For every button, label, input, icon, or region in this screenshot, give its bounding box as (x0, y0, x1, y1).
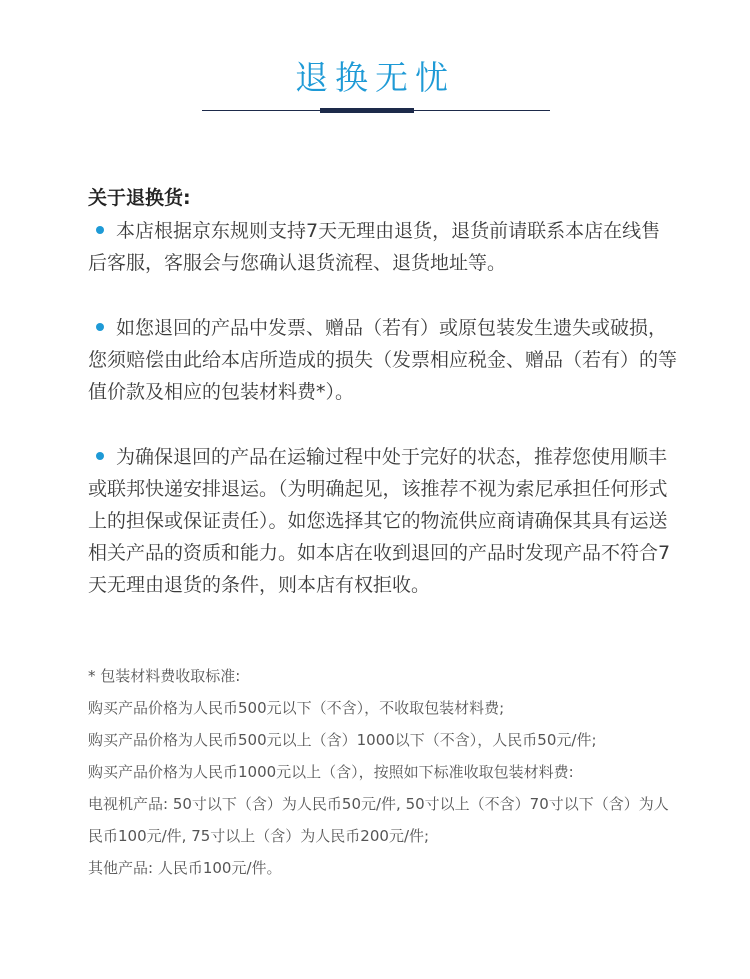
note-line: * 包装材料费收取标准: (88, 667, 241, 685)
bullet-icon (96, 323, 104, 331)
bullet-icon (96, 452, 104, 460)
section-heading: 关于退换货: (88, 187, 191, 209)
title-divider-accent (320, 108, 414, 113)
note-line: 其他产品: 人民币100元/件。 (88, 859, 282, 877)
note-line: 购买产品价格为人民币500元以上（含）1000以下（不含），人民币50元/件; (88, 731, 597, 749)
page-title: 退换无忧 (295, 58, 455, 97)
note-line: 民币100元/件, 75寸以上（含）为人民币200元/件; (88, 827, 430, 845)
policy-item (88, 215, 678, 279)
bullet-icon (96, 226, 104, 234)
note-line: 购买产品价格为人民币1000元以上（含），按照如下标准收取包装材料费: (88, 763, 574, 781)
policy-text: 本店根据京东规则支持7天无理由退货，退货前请联系本店在线售后客服，客服会与您确认退货流程、退货地址等。 (88, 220, 661, 274)
policy-text: 为确保退回的产品在运输过程中处于完好的状态，推荐您使用顺丰或联邦快递安排退运。（为明确起见，该推荐不视为索尼承担任何形式上的担保或保证责任）。如您选择其它的物流供应商请确保其具有运送相关产品的资质和能力。如本店在收到退回的产品时发现产品不符合7天无理由退货的条件，则本店有权拒收。 (88, 446, 671, 596)
note-line: 购买产品价格为人民币500元以下（不含），不收取包装材料费; (88, 699, 505, 717)
policy-text: 如您退回的产品中发票、赠品（若有）或原包装发生遗失或破损，您须赔偿由此给本店所造成的损失（发票相应税金、赠品（若有）的等值价款及相应的包装材料费*）。 (88, 317, 678, 403)
policy-item (88, 441, 678, 601)
note-line: 电视机产品: 50寸以下（含）为人民币50元/件, 50寸以上（不含）70寸以下（含）为人 (88, 795, 669, 813)
packaging-fee-notes (88, 660, 688, 884)
policy-item (88, 312, 678, 408)
